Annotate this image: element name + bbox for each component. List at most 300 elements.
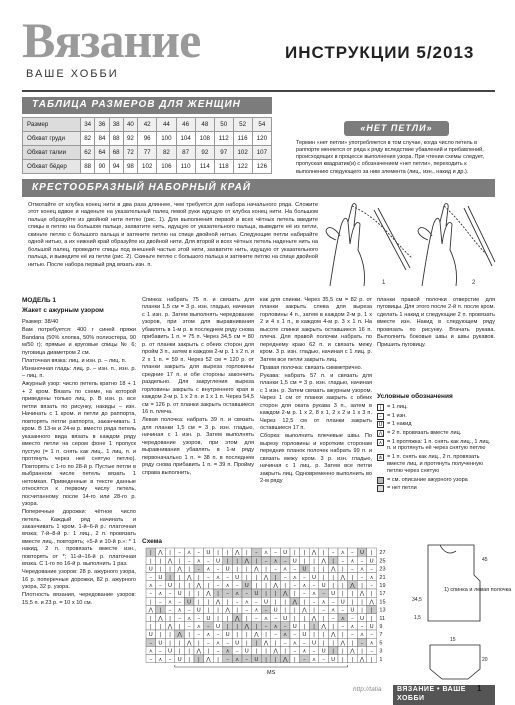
chart-symbol: | xyxy=(159,558,162,565)
chart-symbol: – xyxy=(178,550,181,557)
chart-symbol: – xyxy=(312,583,316,589)
chart-symbol: | xyxy=(332,583,335,589)
chart-symbol: | xyxy=(217,615,219,622)
chart-symbol: | xyxy=(370,656,373,663)
chart-symbol: U xyxy=(235,574,240,581)
chart-symbol: | xyxy=(293,615,296,622)
chart-symbol: | xyxy=(265,566,267,573)
chart-symbol: ⋀ xyxy=(234,615,240,622)
size-cell: 46 xyxy=(176,118,195,132)
chart-symbol: | xyxy=(332,640,335,647)
chart-symbol: | xyxy=(361,599,363,606)
chart-symbol: – xyxy=(274,566,277,573)
chart-symbol: | xyxy=(322,640,325,647)
chart-symbol: | xyxy=(188,566,191,573)
chart-symbol: U xyxy=(311,640,317,647)
chart-row-number: 27 xyxy=(379,550,386,557)
chart-symbol: – xyxy=(264,558,268,565)
size-cell: 38 xyxy=(109,118,123,132)
size-table-row xyxy=(23,132,272,146)
chart-symbol: ⋀ xyxy=(330,632,336,639)
chart-symbol: ⋀ xyxy=(254,566,259,573)
chart-symbol: | xyxy=(245,640,248,647)
size-row-header: Обхват бёдер xyxy=(23,160,81,174)
chart-symbol: | xyxy=(226,599,229,606)
paragraph: Размер: 38/40 xyxy=(22,319,59,326)
model-column-1 xyxy=(22,297,136,608)
chart-symbol: U xyxy=(158,640,163,647)
no-stitch-title: «НЕТ ПЕТЛИ» xyxy=(344,121,449,136)
chart-symbol: U xyxy=(215,624,221,630)
chart-symbol: ⋀ xyxy=(196,583,202,589)
chart-symbol: | xyxy=(332,558,335,565)
chart-row-number: 1 xyxy=(379,656,383,663)
chart-symbol: – xyxy=(226,591,229,598)
chart-symbol: ⋏ xyxy=(273,624,278,630)
size-cell: 82 xyxy=(157,146,176,160)
chart-symbol: | xyxy=(149,599,152,606)
chart-symbol: | xyxy=(313,624,315,630)
chart-symbol: U xyxy=(148,632,153,639)
legend-symbol-icon: ⋔ xyxy=(378,455,383,462)
page-header xyxy=(0,0,515,92)
chart-symbol: – xyxy=(159,583,162,589)
chart-symbol: | xyxy=(303,615,306,622)
chart-symbol: | xyxy=(188,583,191,589)
chart-row-number: 9 xyxy=(379,624,383,630)
chart-symbol: ⋀ xyxy=(254,632,259,639)
size-cell: 72 xyxy=(123,146,137,160)
chart-symbol: – xyxy=(322,591,325,598)
chart-symbol: U xyxy=(283,615,288,622)
legend-symbol-icon: ⋀ xyxy=(378,430,383,437)
chart-symbol: | xyxy=(149,624,152,630)
dimension-label: 45 xyxy=(482,557,488,563)
chart-symbol: | xyxy=(341,591,344,598)
chart-symbol: – xyxy=(197,550,201,557)
chart-symbol: | xyxy=(361,583,363,589)
chart-symbol: ⋏ xyxy=(321,599,326,606)
size-cell: 68 xyxy=(109,146,123,160)
chart-symbol: | xyxy=(245,632,248,639)
chart-symbol: – xyxy=(351,615,354,622)
chart-symbol: U xyxy=(302,566,307,573)
chart-symbol: ⋀ xyxy=(282,656,288,663)
chart-symbol: ⋏ xyxy=(215,574,221,581)
chart-symbol: U xyxy=(167,583,173,589)
paragraph: Чередование узоров: 28 р. ажурного узора, 16 р. поперечные дорожки, 82 р. ажурного узора, 32 р. узора. xyxy=(22,569,136,591)
chart-symbol: ⋏ xyxy=(263,550,269,557)
chart-symbol: ⋏ xyxy=(283,632,288,639)
chart-symbol: | xyxy=(245,615,248,622)
paragraph: Правая полочка: связать симметрично. xyxy=(260,364,363,371)
chart-symbol: – xyxy=(360,574,364,581)
source-url[interactable]: http://tatia xyxy=(353,686,382,693)
chart-symbol: ⋏ xyxy=(187,550,192,557)
chart-symbol: ⋏ xyxy=(311,591,317,598)
size-cell: 88 xyxy=(109,132,123,146)
chart-symbol: ⋏ xyxy=(263,615,269,622)
model-column-2 xyxy=(142,297,254,478)
chart-symbol: | xyxy=(169,566,171,573)
legend-symbol-icon xyxy=(377,477,384,484)
chart-symbol: – xyxy=(312,648,316,655)
chart-symbol: U xyxy=(273,607,278,614)
legend-item xyxy=(377,454,495,475)
chart-symbol: | xyxy=(332,574,335,581)
magazine-logo: Вязание xyxy=(22,12,201,68)
size-cell: 107 xyxy=(252,146,271,160)
legend-symbol-icon: – xyxy=(377,413,384,420)
chart-symbol: | xyxy=(341,648,344,655)
legend-text: = 1 п. снять как лиц., 2 п. провязать вместе лиц. и протянуть полученную петлю через снятую xyxy=(387,454,484,475)
dimension-label: 1,5 xyxy=(414,615,421,621)
paragraph: Плотность вязания, чередование узоров: 15,5 п. и 23 р. = 10 х 10 см. xyxy=(22,592,136,606)
chart-symbol: – xyxy=(216,648,220,655)
chart-symbol: – xyxy=(360,640,364,647)
chart-symbol: ⋀ xyxy=(186,640,192,647)
chart-symbol: ⋀ xyxy=(244,624,250,630)
chart-symbol: – xyxy=(159,599,162,606)
chart-symbol: – xyxy=(341,607,345,614)
chart-symbol: – xyxy=(370,632,373,639)
chart-symbol: | xyxy=(370,615,373,622)
chart-symbol: ⋀ xyxy=(273,648,278,655)
size-cell: 114 xyxy=(195,160,214,174)
chart-symbol: | xyxy=(274,574,277,581)
size-cell: 34 xyxy=(81,118,95,132)
chart-symbol: U xyxy=(177,591,182,598)
size-cell: 50 xyxy=(214,118,233,132)
chart-symbol: – xyxy=(274,550,277,557)
chart-symbol: – xyxy=(293,566,297,573)
chart-symbol: – xyxy=(187,624,191,630)
chart-symbol: | xyxy=(341,656,344,663)
chart-symbol: | xyxy=(217,656,219,663)
chart-symbol: U xyxy=(350,607,355,614)
chart-symbol: | xyxy=(245,574,248,581)
chart-row-number: 3 xyxy=(379,648,383,655)
chart-symbol: | xyxy=(370,550,373,557)
paragraph: Левая полочка: набрать 39 п. и связать для планки 1,5 см = 3 р. изн. гладью, начиная с 1 изн. р. Затем выполнять чередование узоров, при этом для выравнивания убавлять в 1-м ряду первоначально 1 п. = 38 п. в последнем ряду снова прибавить 1 п. = 39 п. Пройму справа выполнить, xyxy=(142,417,254,476)
chart-symbol: | xyxy=(255,648,258,655)
legend-item xyxy=(377,439,495,453)
size-cell: 118 xyxy=(214,160,233,174)
legend-text: = 2 п. провязать вместе лиц. xyxy=(387,429,462,436)
chart-symbol: ⋀ xyxy=(321,558,326,565)
symbols-legend xyxy=(377,393,495,494)
chart-symbol: | xyxy=(351,591,354,598)
chart-symbol: U xyxy=(359,550,365,557)
size-row-header: Обхват груди xyxy=(23,132,81,146)
repeat-bracket xyxy=(175,665,348,667)
size-cell: 97 xyxy=(214,146,233,160)
chart-symbol: ⋏ xyxy=(225,648,230,655)
chart-symbol: ⋏ xyxy=(273,558,278,565)
paragraph: Спинка: набрать 75 п. и связать для планки 1,5 см = 3 р. изн. гладью, начиная с 1 изн. р. Затем выполнять чередование узоров, при этом для выравнивания убавлять в 1-м р. в последнем ряду снова прибавить 1 п. = 75 п. Через 34,5 см = 80 р. от планки закрыть с обеих сторон для пройм 3 п., затем в каждом 2-м р. 1 х 2 п. и 2 х 1 п. = 59 п. Через 52 см = 120 р. от планки закрыть для выреза горловины средние 17 п. и обе стороны закончить раздельно. Для закругления выреза горловины закрыть с внутреннего края в каждом 2-м р. 1 х 2 п. и 1 х 1 п. Через 54,5 см = 126 р. от планки закрыть оставшиеся 16 п. плеча. xyxy=(142,297,254,416)
chart-symbol: ⋀ xyxy=(311,550,317,557)
chart-symbol: – xyxy=(197,566,201,573)
chart-symbol: – xyxy=(341,624,345,630)
chart-symbol: ⋏ xyxy=(196,558,201,565)
chart-symbol: | xyxy=(293,607,296,614)
paragraph: Платочная вязка: лиц. и изн. р. – лиц. п. xyxy=(22,357,127,364)
chart-symbol: | xyxy=(207,607,210,614)
page-number: 1 xyxy=(477,684,482,693)
chart-symbol: U xyxy=(263,599,269,606)
chart-symbol: U xyxy=(321,583,326,589)
chart-symbol: | xyxy=(169,632,171,639)
chart-symbol: ⋀ xyxy=(369,599,374,606)
chart-symbol: U xyxy=(311,574,317,581)
legend-text: = 1 изн. xyxy=(387,412,407,419)
size-cell: 88 xyxy=(81,160,95,174)
chart-symbol: ⋏ xyxy=(340,550,345,557)
size-cell: 106 xyxy=(157,160,176,174)
chart-symbol: ⋀ xyxy=(186,574,192,581)
chart-row-number: 23 xyxy=(379,566,386,573)
chart-symbol: U xyxy=(283,550,288,557)
chart-symbol: – xyxy=(226,640,229,647)
chart-symbol: – xyxy=(283,558,287,565)
chart-symbol: ⋏ xyxy=(235,656,240,663)
size-cell: 98 xyxy=(123,160,137,174)
chart-symbol: – xyxy=(255,615,258,622)
chart-row-number: 21 xyxy=(379,574,386,581)
chart-symbol: U xyxy=(302,632,307,639)
magazine-tagline: ВАШЕ ХОББИ xyxy=(26,68,119,80)
chart-symbol: – xyxy=(178,615,181,622)
chart-symbol: | xyxy=(169,574,171,581)
chart-symbol: | xyxy=(159,607,162,614)
chart-symbol: U xyxy=(331,656,336,663)
no-stitch-description: Термин «нет петли» употребляется в том случае, когда число петель в раппорте меняется от ряда к ряду вследствие убавлений и прибавлений, происходящих в процессе выполнения узора. При чтении схемы следует, пропуская квадратик(и) с обозначением «нет петли», переходить к выполнению следующего за ним элемента (лиц., изн., накид и др.). xyxy=(296,140,485,175)
chart-symbol: U xyxy=(235,640,240,647)
chart-symbol: ⋀ xyxy=(321,624,326,630)
chart-symbol: | xyxy=(313,566,315,573)
chart-symbol: | xyxy=(293,656,296,663)
chart-symbol: U xyxy=(369,558,374,565)
chart-symbol: ⋀ xyxy=(292,599,298,606)
chart-symbol: – xyxy=(178,599,181,606)
chart-symbol: – xyxy=(303,656,306,663)
chart-symbol: | xyxy=(188,656,191,663)
chart-row-number: 19 xyxy=(379,583,386,589)
legend-symbol-icon xyxy=(377,485,384,492)
chart-symbol: ⋏ xyxy=(187,615,192,622)
size-cell: 90 xyxy=(95,160,109,174)
garment-piece-label: 1) спинка и левая полочка xyxy=(444,587,512,593)
chart-symbol: U xyxy=(215,558,221,565)
chart-row-number: 17 xyxy=(379,591,386,598)
chart-symbol: | xyxy=(217,591,219,598)
chart-symbol: | xyxy=(332,648,335,655)
chart-symbol: – xyxy=(149,574,153,581)
chart-symbol: U xyxy=(187,599,192,606)
chart-symbol: ⋏ xyxy=(206,632,211,639)
legend-item xyxy=(377,413,495,420)
chart-symbol: ⋏ xyxy=(350,558,355,565)
chart-symbol: | xyxy=(303,558,306,565)
chart-symbol: – xyxy=(168,591,172,598)
legend-text: = см. описание ажурного узора xyxy=(387,476,468,483)
chart-symbol: | xyxy=(284,583,287,589)
size-cell: 110 xyxy=(176,160,195,174)
model-column-4 xyxy=(377,297,495,350)
chart-symbol: ⋏ xyxy=(292,640,297,647)
chart-symbol: | xyxy=(351,656,354,663)
chart-symbol: ⋀ xyxy=(311,615,317,622)
chart-symbol: ⋏ xyxy=(235,591,240,598)
paragraph: Вам потребуется: 400 г синей пряжи Bandana (50% хлопка, 50% полиэстера, 90 м/50 г); прямые и круговые спицы № 6; пуговица диаметром 2 см. xyxy=(22,327,136,356)
chart-symbol: – xyxy=(255,599,258,606)
chart-symbol: | xyxy=(197,656,200,663)
chart-symbol: – xyxy=(226,656,229,663)
chart-symbol: | xyxy=(149,615,152,622)
chart-symbol: U xyxy=(158,574,163,581)
chart-symbol: | xyxy=(159,624,162,630)
size-cell: 96 xyxy=(138,132,157,146)
chart-symbol: U xyxy=(254,591,259,598)
chart-symbol: | xyxy=(255,624,258,630)
chart-symbol: – xyxy=(264,607,268,614)
chart-symbol: ⋏ xyxy=(311,656,317,663)
chart-symbol: U xyxy=(321,648,326,655)
chart-symbol: – xyxy=(226,574,229,581)
size-cell: 92 xyxy=(195,146,214,160)
hands-illustration xyxy=(322,200,495,288)
chart-symbol: – xyxy=(293,632,297,639)
chart-symbol: | xyxy=(207,648,210,655)
chart-symbol: U xyxy=(167,648,173,655)
chart-symbol: ⋀ xyxy=(167,558,173,565)
chart-symbol: U xyxy=(206,615,211,622)
chart-symbol: | xyxy=(226,624,229,630)
chart-symbol: | xyxy=(341,583,344,589)
chart-symbol: | xyxy=(255,640,258,647)
paragraph: как для спинки. Через 35,5 см = 82 р. от планки закрыть слева для выреза горловины 4 п., затем в каждом 2-м р. 1 х 2 и 4 х 1 п., в каждом 4-м р. 3 х 1 п. На высоте спинки закрыть оставшиеся 16 п. плеча. Для правой полочки набрать по переднему краю 62 п. и связать межу кром. 3 р. изн. гладью, начиная с 1 лиц. р. Затем все петли закрыть лиц. xyxy=(260,297,372,363)
chart-symbol: – xyxy=(283,640,287,647)
chart-symbol: | xyxy=(197,640,200,647)
chart-symbol: – xyxy=(312,599,316,606)
chart-symbol: – xyxy=(159,648,162,655)
chart-symbol: | xyxy=(178,648,181,655)
chart-symbol: | xyxy=(370,591,373,598)
chart-row-number: 11 xyxy=(379,615,386,622)
chart-row-number: 5 xyxy=(379,640,383,647)
chart-symbol: ⋏ xyxy=(359,566,365,573)
chart-symbol: | xyxy=(284,599,287,606)
chart-symbol: | xyxy=(341,632,344,639)
chart-symbol: ⋏ xyxy=(369,640,374,647)
chart-symbol: ⋏ xyxy=(331,607,336,614)
chart-symbol: ⋀ xyxy=(206,656,211,663)
size-table-row xyxy=(23,146,272,160)
size-cell: 84 xyxy=(95,132,109,146)
chart-symbol: | xyxy=(255,574,258,581)
chart-symbol: – xyxy=(216,566,220,573)
chart-symbol: | xyxy=(322,566,325,573)
chart-symbol: – xyxy=(187,607,191,614)
chart-symbol: – xyxy=(264,624,268,630)
legend-item xyxy=(377,430,495,437)
chart-symbol: ⋏ xyxy=(148,648,153,655)
chart-symbol: ⋏ xyxy=(158,656,163,663)
chart-symbol: | xyxy=(236,624,239,630)
chart-symbol: | xyxy=(265,591,267,598)
chart-symbol: | xyxy=(255,583,258,589)
dimension-label: 15 xyxy=(450,637,456,643)
chart-symbol: – xyxy=(360,624,364,630)
chart-symbol: | xyxy=(293,550,296,557)
chart-symbol: – xyxy=(216,632,220,639)
knitting-chart xyxy=(142,546,395,668)
chart-symbol: ⋀ xyxy=(196,648,202,655)
chart-symbol: | xyxy=(178,624,181,630)
chart-symbol: ⋏ xyxy=(292,574,297,581)
chart-symbol: | xyxy=(322,632,325,639)
chart-symbol: | xyxy=(274,599,277,606)
chart-symbol: – xyxy=(168,607,172,614)
chart-symbol: – xyxy=(370,566,373,573)
chart-symbol: ⋀ xyxy=(206,591,211,598)
chart-symbol: U xyxy=(177,656,182,663)
chart-symbol: U xyxy=(340,599,345,606)
chart-symbol: ⋀ xyxy=(158,615,163,622)
size-table-row xyxy=(23,160,272,174)
chart-symbol: | xyxy=(197,599,200,606)
chart-symbol: – xyxy=(293,648,297,655)
chart-symbol: | xyxy=(265,583,267,589)
garment-pattern-diagram xyxy=(410,541,512,681)
chart-symbol: | xyxy=(188,591,191,598)
chart-symbol: – xyxy=(293,583,297,589)
chart-symbol: | xyxy=(207,599,210,606)
legend-text: = 1 накид xyxy=(387,421,412,428)
legend-item xyxy=(377,477,495,484)
chart-symbol: | xyxy=(226,550,229,557)
legend-symbol-icon: ⋏ xyxy=(378,439,383,446)
paragraph: Изнаночная гладь: лиц. р. – изн. п., изн. р. – лиц. п. xyxy=(22,365,136,380)
chart-symbol: – xyxy=(283,574,287,581)
chart-symbol: ⋀ xyxy=(167,624,173,630)
chart-symbol: | xyxy=(245,566,248,573)
chart-symbol: | xyxy=(322,615,325,622)
size-cell: 126 xyxy=(252,160,271,174)
size-cell: 100 xyxy=(157,132,176,146)
chart-symbol: – xyxy=(235,599,239,606)
chart-symbol: | xyxy=(274,656,277,663)
model-subtitle: Жакет с ажурным узором xyxy=(22,306,104,314)
chart-symbol: ⋀ xyxy=(158,550,163,557)
chart-symbol: | xyxy=(313,632,315,639)
chart-symbol: | xyxy=(303,624,306,630)
chart-symbol: | xyxy=(255,558,258,565)
legend-text: = нет петли xyxy=(387,485,417,492)
chart-symbol: – xyxy=(360,558,364,565)
chart-symbol: | xyxy=(245,550,248,557)
chart-symbol: ⋀ xyxy=(350,648,355,655)
issue-title: ИНСТРУКЦИИ 5/2013 xyxy=(285,43,475,62)
header-divider xyxy=(22,90,495,92)
chart-row-number: 25 xyxy=(379,558,386,565)
size-cell: 77 xyxy=(138,146,157,160)
chart-symbol: ⋏ xyxy=(340,615,345,622)
chart-symbol: ⋀ xyxy=(225,607,230,614)
sizes-section-title: ТАБЛИЦА РАЗМЕРОВ ДЛЯ ЖЕНЩИН xyxy=(22,97,272,114)
legend-text: = 1 протяжка: 1 п. снять как лиц., 1 лиц. п. и протянуть её через снятую петлю xyxy=(387,438,491,452)
chart-symbol: | xyxy=(149,558,152,565)
